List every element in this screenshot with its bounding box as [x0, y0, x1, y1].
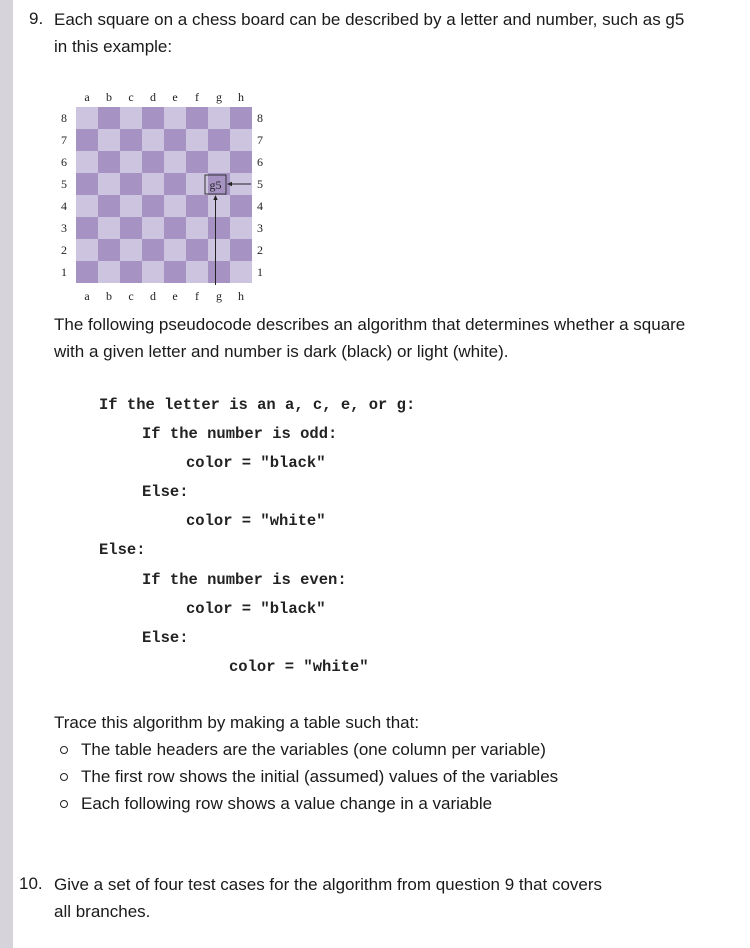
list-item [54, 736, 558, 763]
rank-label-8: 8 [61, 111, 67, 125]
file-label-b: b [106, 90, 112, 104]
square-d4 [142, 195, 164, 217]
square-c7 [120, 129, 142, 151]
square-e1 [164, 261, 186, 283]
square-e3 [164, 217, 186, 239]
square-b6 [98, 151, 120, 173]
square-f1 [186, 261, 208, 283]
square-g3 [208, 217, 230, 239]
rank-label-5: 5 [61, 177, 67, 191]
file-label-f: f [195, 90, 199, 104]
rank-labels-right [257, 111, 263, 279]
square-b4 [98, 195, 120, 217]
square-c4 [120, 195, 142, 217]
board-squares [76, 107, 252, 283]
left-margin-bar [0, 0, 13, 948]
square-h4 [230, 195, 252, 217]
square-f7 [186, 129, 208, 151]
rank-label-3: 3 [61, 221, 67, 235]
square-d8 [142, 107, 164, 129]
square-b7 [98, 129, 120, 151]
square-f4 [186, 195, 208, 217]
file-labels-bottom [84, 289, 244, 303]
square-c6 [120, 151, 142, 173]
square-b2 [98, 239, 120, 261]
code-line-5: color = "white" [186, 512, 326, 530]
code-line-7: If the number is even: [142, 571, 347, 589]
square-a3 [76, 217, 98, 239]
description-line-1: The following pseudocode describes an algorithm that determines whether a square [54, 315, 686, 334]
file-label-a: a [84, 289, 90, 303]
question-10-line-1: Give a set of four test cases for the algorithm from question 9 that covers [54, 875, 603, 894]
square-g6 [208, 151, 230, 173]
question-10-number: 10. [19, 874, 43, 893]
code-line-4: Else: [142, 483, 189, 501]
file-label-f: f [195, 289, 199, 303]
code-line-1: If the letter is an a, c, e, or g: [99, 396, 416, 414]
square-b5 [98, 173, 120, 195]
rank-label-7: 7 [257, 133, 263, 147]
rank-label-6: 6 [61, 155, 67, 169]
square-h2 [230, 239, 252, 261]
square-g8 [208, 107, 230, 129]
rank-labels-left [61, 111, 67, 279]
rank-label-4: 4 [61, 199, 67, 213]
list-item [54, 763, 558, 790]
question-9-number: 9. [29, 9, 44, 28]
chess-board-diagram [54, 86, 284, 308]
file-label-c: c [128, 90, 134, 104]
file-label-g: g [216, 289, 222, 303]
file-label-a: a [84, 90, 90, 104]
description-line-2: with a given letter and number is dark (black) or light (white). [54, 342, 509, 361]
file-label-e: e [172, 90, 178, 104]
code-line-2: If the number is odd: [142, 425, 338, 443]
square-e7 [164, 129, 186, 151]
square-d2 [142, 239, 164, 261]
file-label-h: h [238, 289, 244, 303]
rank-label-1: 1 [61, 265, 67, 279]
trace-intro: Trace this algorithm by making a table such that: [54, 713, 420, 732]
rank-label-6: 6 [257, 155, 263, 169]
square-a7 [76, 129, 98, 151]
bullet-circle-icon [60, 746, 68, 754]
file-label-b: b [106, 289, 112, 303]
square-a1 [76, 261, 98, 283]
question-9-intro-line-2: in this example: [54, 37, 173, 56]
file-label-d: d [150, 289, 156, 303]
list-item-text: The first row shows the initial (assumed) values of the variables [81, 767, 559, 786]
square-f6 [186, 151, 208, 173]
square-a2 [76, 239, 98, 261]
file-labels-top [84, 90, 244, 104]
square-d6 [142, 151, 164, 173]
list-item-text: The table headers are the variables (one column per variable) [81, 740, 546, 759]
code-line-10: color = "white" [229, 658, 369, 676]
code-line-9: Else: [142, 629, 189, 647]
square-c8 [120, 107, 142, 129]
square-h7 [230, 129, 252, 151]
square-g7 [208, 129, 230, 151]
code-line-3: color = "black" [186, 454, 326, 472]
square-e5 [164, 173, 186, 195]
square-f2 [186, 239, 208, 261]
square-a6 [76, 151, 98, 173]
square-f8 [186, 107, 208, 129]
square-g2 [208, 239, 230, 261]
rank-label-1: 1 [257, 265, 263, 279]
question-9-intro-line-1: Each square on a chess board can be described by a letter and number, such as g5 [54, 10, 685, 29]
list-item [54, 790, 558, 817]
square-d7 [142, 129, 164, 151]
question-10-line-2: all branches. [54, 902, 151, 921]
file-label-c: c [128, 289, 134, 303]
bullet-circle-icon [60, 773, 68, 781]
square-e6 [164, 151, 186, 173]
square-d1 [142, 261, 164, 283]
square-b8 [98, 107, 120, 129]
square-h3 [230, 217, 252, 239]
rank-label-4: 4 [257, 199, 263, 213]
square-a4 [76, 195, 98, 217]
square-b1 [98, 261, 120, 283]
file-label-g: g [216, 90, 222, 104]
square-b3 [98, 217, 120, 239]
bullet-circle-icon [60, 800, 68, 808]
file-label-h: h [238, 90, 244, 104]
rank-label-2: 2 [61, 243, 67, 257]
square-e2 [164, 239, 186, 261]
square-h1 [230, 261, 252, 283]
square-g1 [208, 261, 230, 283]
square-g4 [208, 195, 230, 217]
rank-label-2: 2 [257, 243, 263, 257]
square-a8 [76, 107, 98, 129]
square-a5 [76, 173, 98, 195]
file-label-e: e [172, 289, 178, 303]
list-item-text: Each following row shows a value change in a variable [81, 794, 493, 813]
rank-label-3: 3 [257, 221, 263, 235]
square-d3 [142, 217, 164, 239]
square-c1 [120, 261, 142, 283]
square-f3 [186, 217, 208, 239]
rank-label-7: 7 [61, 133, 67, 147]
square-d5 [142, 173, 164, 195]
square-c3 [120, 217, 142, 239]
rank-label-8: 8 [257, 111, 263, 125]
file-label-d: d [150, 90, 156, 104]
square-h8 [230, 107, 252, 129]
code-line-8: color = "black" [186, 600, 326, 618]
square-c5 [120, 173, 142, 195]
g5-label: g5 [209, 178, 222, 192]
trace-requirements-list [54, 736, 558, 817]
square-e8 [164, 107, 186, 129]
rank-label-5: 5 [257, 177, 263, 191]
square-c2 [120, 239, 142, 261]
code-line-6: Else: [99, 541, 146, 559]
square-e4 [164, 195, 186, 217]
square-h6 [230, 151, 252, 173]
